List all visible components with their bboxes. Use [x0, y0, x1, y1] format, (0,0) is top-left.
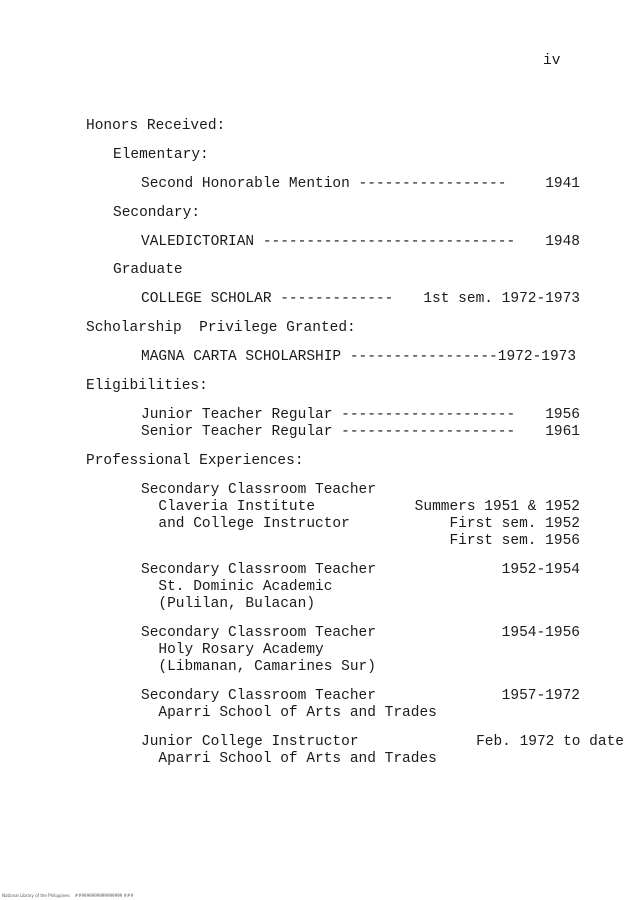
secondary-year: 1948 [545, 234, 580, 250]
scan-footer: National Library of the Philippines ##9999999999999999 ### [2, 893, 134, 898]
scholarship-item: MAGNA CARTA SCHOLARSHIP -----------------1972-1973 [141, 349, 577, 365]
experience-institution: Aparri School of Arts and Trades [141, 751, 437, 767]
experience-dates: 1957-1972 [501, 688, 580, 704]
eligibility-item: Junior Teacher Regular -------------------- [141, 407, 516, 423]
experience-heading: Professional Experiences: [86, 453, 304, 469]
experience-institution: Aparri School of Arts and Trades [141, 705, 437, 721]
eligibility-year: 1956 [545, 407, 580, 423]
experience-dates: 1952-1954 [501, 562, 580, 578]
graduate-year: 1st sem. 1972-1973 [423, 291, 580, 307]
experience-institution: St. Dominic Academic [141, 579, 333, 595]
graduate-label: Graduate [113, 262, 183, 278]
elementary-honor: Second Honorable Mention ----------------- [141, 176, 507, 192]
secondary-label: Secondary: [113, 205, 201, 221]
experience-position: Secondary Classroom Teacher [141, 482, 376, 498]
elementary-year: 1941 [545, 176, 580, 192]
secondary-honor: VALEDICTORIAN ----------------------------- [141, 234, 516, 250]
experience-position: Secondary Classroom Teacher [141, 562, 376, 578]
experience-institution: Holy Rosary Academy [141, 642, 324, 658]
experience-location: (Pulilan, Bulacan) [141, 596, 316, 612]
experience-dates: First sem. 1956 [449, 533, 580, 549]
eligibility-year: 1961 [545, 424, 580, 440]
experience-institution: Claveria Institute [141, 499, 316, 515]
experience-position: Secondary Classroom Teacher [141, 688, 376, 704]
eligibilities-heading: Eligibilities: [86, 378, 208, 394]
experience-position: Secondary Classroom Teacher [141, 625, 376, 641]
experience-dates: Summers 1951 & 1952 [414, 499, 580, 515]
experience-institution: and College Instructor [141, 516, 350, 532]
honors-heading: Honors Received: [86, 118, 226, 134]
elementary-label: Elementary: [113, 147, 209, 163]
experience-location: (Libmanan, Camarines Sur) [141, 659, 376, 675]
page-number: iv [543, 53, 561, 69]
experience-dates: First sem. 1952 [449, 516, 580, 532]
eligibility-item: Senior Teacher Regular -------------------- [141, 424, 516, 440]
experience-position: Junior College Instructor [141, 734, 359, 750]
experience-dates: 1954-1956 [501, 625, 580, 641]
graduate-honor: COLLEGE SCHOLAR ------------- [141, 291, 394, 307]
experience-dates: Feb. 1972 to date [476, 734, 624, 750]
scholarship-heading: Scholarship Privilege Granted: [86, 320, 356, 336]
